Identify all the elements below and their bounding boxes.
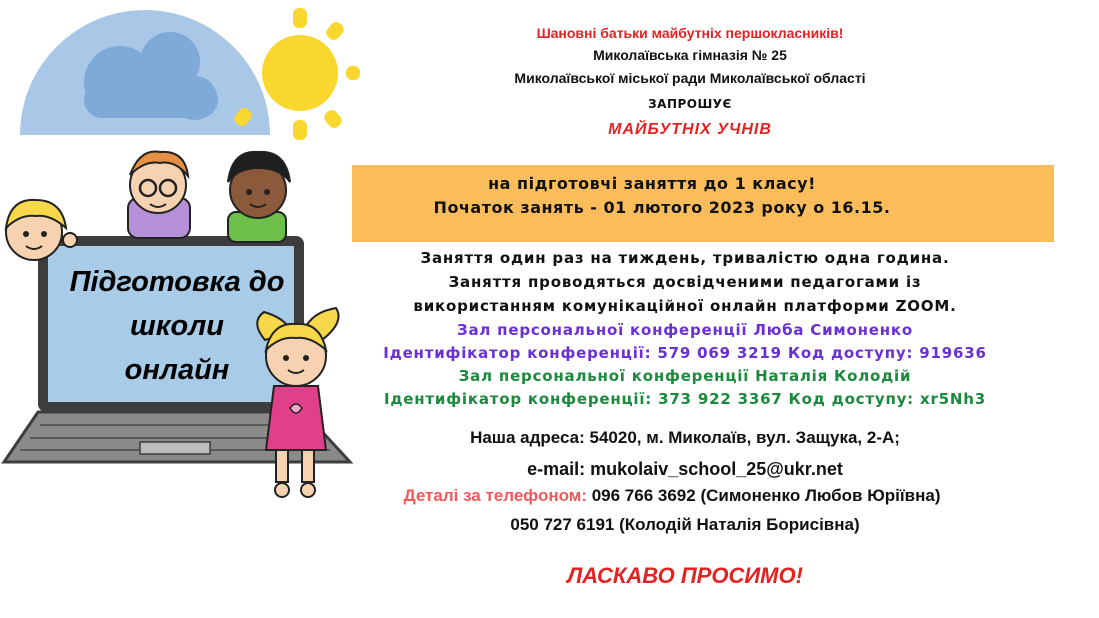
phone1-text: 096 766 3692 (Симоненко Любов Юріївна) — [587, 486, 941, 505]
zoom-room2-title: Зал персональної конференції Наталія Колодій — [458, 367, 912, 385]
highlight-line2: Початок занять - 01 лютого 2023 року о 16.15. — [433, 198, 891, 217]
kid-glasses-figure — [128, 151, 190, 238]
phone-label: Деталі за телефоном: — [403, 486, 587, 505]
phone-line2: 050 727 6191 (Колодій Наталія Борисівна) — [510, 515, 860, 534]
highlight-line1: на підготовчі заняття до 1 класу! — [488, 174, 816, 193]
laptop-caption-line3: онлайн — [124, 354, 230, 386]
welcome-text: ЛАСКАВО ПРОСИМО! — [567, 563, 803, 588]
kid-curly-figure — [228, 152, 290, 242]
phone-line1 — [312, 486, 1032, 506]
school-name-line2: Миколаївської міської ради Миколаївської області — [514, 70, 866, 86]
zoom-room1-title: Зал персональної конференції Люба Симоненко — [457, 321, 913, 339]
school-name-line1: Миколаївська гімназія № 25 — [593, 47, 787, 63]
info-line1: Заняття один раз на тиждень, тривалістю одна година. — [420, 249, 950, 267]
email-text: e-mail: mukolaiv_school_25@ukr.net — [527, 459, 843, 479]
invites-text: ЗАПРОШУЄ — [648, 97, 732, 111]
preschool-illustration — [0, 0, 360, 510]
laptop-caption — [52, 260, 302, 392]
zoom-room1-ids: Ідентифікатор конференції: 579 069 3219 Код доступу: 919636 — [383, 344, 987, 362]
zoom-room2-ids: Ідентифікатор конференції: 373 922 3367 Код доступу: xr5Nh3 — [384, 390, 986, 408]
address-text: Наша адреса: 54020, м. Миколаїв, вул. Защука, 2-А; — [470, 428, 900, 447]
laptop-caption-line1: Підготовка до — [69, 266, 285, 298]
greeting-heading: Шановні батьки майбутніх першокласників! — [536, 25, 844, 41]
info-line3: використанням комунікаційної онлайн платформи ZOOM. — [413, 297, 957, 315]
info-line2: Заняття проводяться досвідченими педагогами із — [448, 273, 922, 291]
laptop-caption-line2: школи — [130, 310, 224, 342]
future-students-text: МАЙБУТНІХ УЧНІВ — [608, 121, 772, 138]
